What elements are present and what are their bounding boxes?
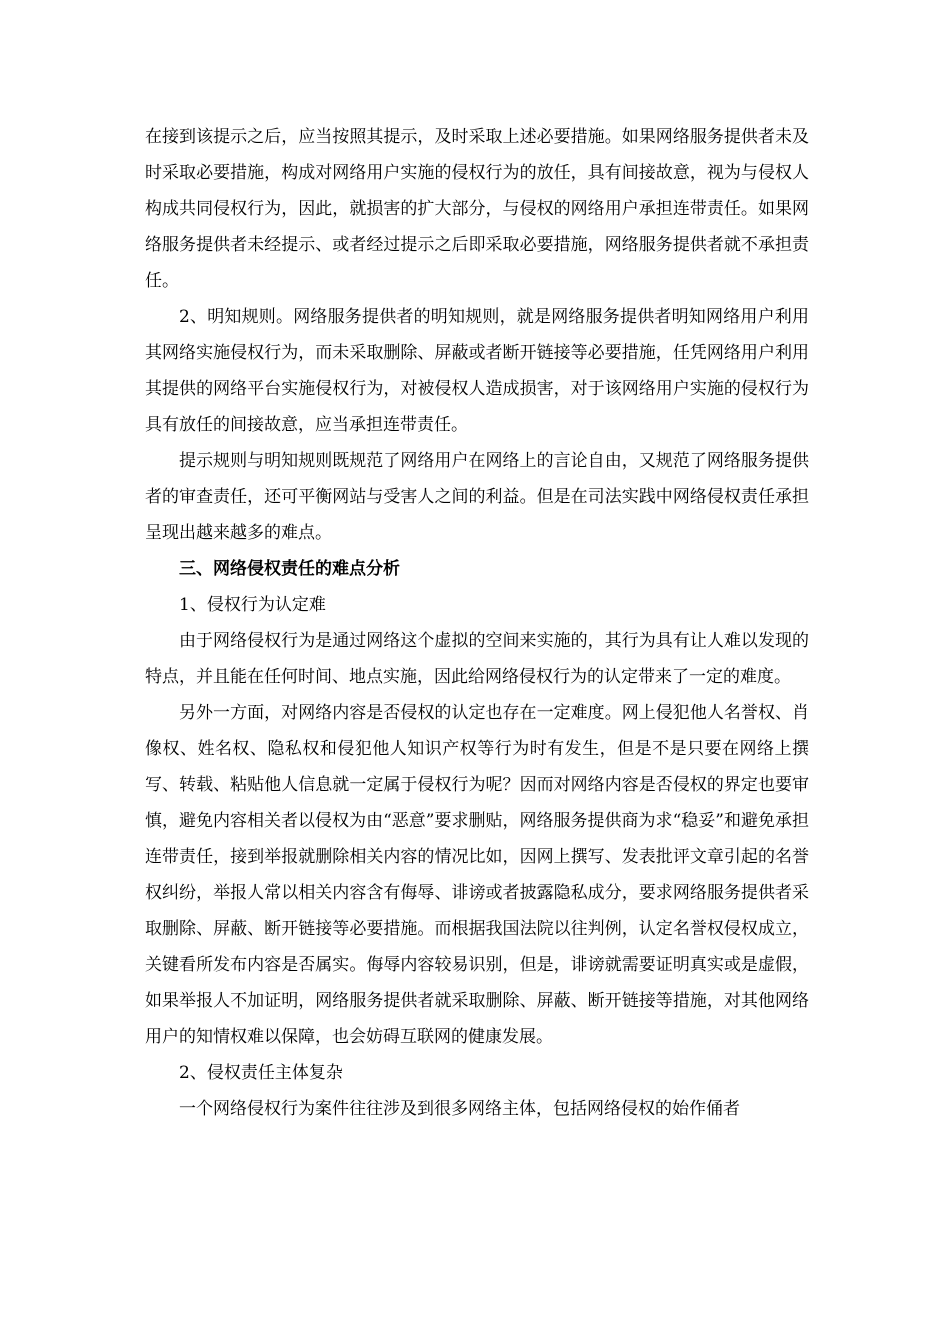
subheading-liability-subjects: 2、侵权责任主体复杂	[179, 1063, 343, 1083]
document-page	[145, 119, 809, 1127]
paragraph-content-infringement: 另外一方面，对网络内容是否侵权的认定也存在一定难度。网上侵犯他人名誉权、肖像权、姓名权、隐私权和侵犯他人知识产权等行为时有发生，但是不是只要在网络上撰写、转载、粘贴他人信息就一定属于侵权行为呢？因而对网络内容是否侵权的界定也要审慎，避免内容相关者以侵权为由“恶意”要求删贴，网络服务提供商为求“稳妥”和避免承担连带责任，接到举报就删除相关内容的情况比如，因网上撰写、发表批评文章引起的名誉权纠纷，举报人常以相关内容含有侮辱、诽谤或者披露隐私成分，要求网络服务提供者采取删除、屏蔽、断开链接等必要措施。而根据我国法院以往判例，认定名誉权侵权成立，关键看所发布内容是否属实。侮辱内容较易识别，但是，诽谤就需要证明真实或是虚假，如果举报人不加证明，网络服务提供者就采取删除、屏蔽、断开链接等措施，对其他网络用户的知情权难以保障，也会妨碍互联网的健康发展。	[145, 703, 809, 1047]
subheading-identification-difficulty: 1、侵权行为认定难	[179, 595, 326, 615]
paragraph-rules-summary: 提示规则与明知规则既规范了网络用户在网络上的言论自由，又规范了网络服务提供者的审查责任，还可平衡网站与受害人之间的利益。但是在司法实践中网络侵权责任承担呈现出越来越多的难点。	[145, 451, 809, 543]
paragraph-knowledge-rule: 2、明知规则。网络服务提供者的明知规则，就是网络服务提供者明知网络用户利用其网络实施侵权行为，而未采取删除、屏蔽或者断开链接等必要措施，任凭网络用户利用其提供的网络平台实施侵权行为，对被侵权人造成损害，对于该网络用户实施的侵权行为具有放任的间接故意，应当承担连带责任。	[145, 307, 809, 435]
paragraph-multiple-subjects: 一个网络侵权行为案件往往涉及到很多网络主体，包括网络侵权的始作俑者	[179, 1099, 740, 1119]
paragraph-virtual-space: 由于网络侵权行为是通过网络这个虚拟的空间来实施的，其行为具有让人难以发现的特点，并且能在任何时间、地点实施，因此给网络侵权行为的认定带来了一定的难度。	[145, 631, 809, 687]
paragraph-continuation: 在接到该提示之后，应当按照其提示，及时采取上述必要措施。如果网络服务提供者未及时采取必要措施，构成对网络用户实施的侵权行为的放任，具有间接故意，视为与侵权人构成共同侵权行为，因此，就损害的扩大部分，与侵权的网络用户承担连带责任。如果网络服务提供者未经提示、或者经过提示之后即采取必要措施，网络服务提供者就不承担责任。	[145, 127, 809, 291]
section-heading-difficulties: 三、网络侵权责任的难点分析	[179, 559, 400, 579]
